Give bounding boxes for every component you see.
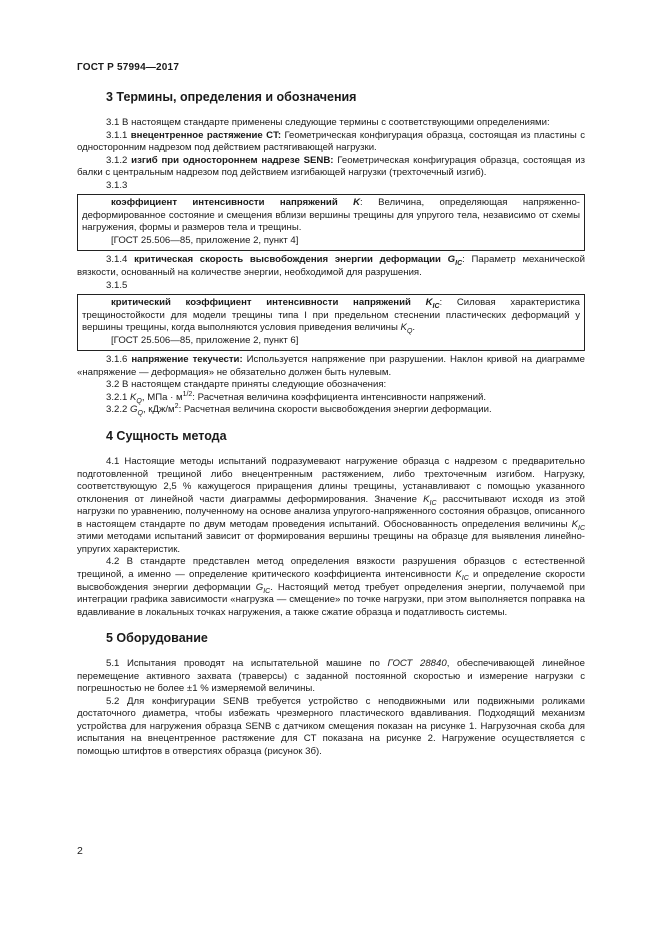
document-header: ГОСТ Р 57994—2017: [77, 62, 180, 73]
box-2-definition: критический коэффициент интенсивности напряжений $K_{IC}$: Силовая характеристика трещиностойкости для модели трещины типа I при предельном стеснении пластических деформаций у вершины трещины, когда выполняются условия приведения величины $K_Q$.: [82, 297, 580, 336]
para-3-1: 3.1 В настоящем стандарте применены следующие термины с соответствующими определениями:: [106, 117, 550, 128]
para-3-2-2: 3.2.2 $G_Q$, кДж/$м^2$: Расчетная величина скорости высвобождения энергии деформации.: [106, 403, 492, 418]
para-3-1-2: 3.1.2 изгиб при одностороннем надрезе SENB: Геометрическая конфигурация образца, состоящая из балки с центральным надрезом под действием изгибающей нагрузки (трехточечный изгиб).: [77, 154, 586, 179]
para-3-1-6: 3.1.6 напряжение текучести: Используется напряжение при разрушении. Наклон кривой на диаграмме «напряжение — деформация» не обязательно должен быть нулевым.: [77, 354, 585, 378]
para-4-1: 4.1 Настоящие методы испытаний подразумевают нагружение образца с надрезом с предварительно подготовленной трещиной либо внецентренным растяжением, либо трехточечным изгибом. Нагрузку, соответствующую 2,5 % кажущегося приращения длины трещины, устанавливают с помощью указанного отклонения от линейной части диаграммы деформирования. Значение $K_{IC}$ рассчитывают исходя из этой нагрузки по уравнению, полученному на основе анализа упругого-напряженного состояния образцов, описанного в настоящем стандарте по двум методам проведения испытаний. Обоснованность определения величины $K_{IC}$ этими методами испытаний зависит от формирования вершины трещины на образце для выявления линейно-упругих характеристик.: [77, 456, 585, 555]
para-3-2-1: 3.2.1 $K_Q$, МПа · $м^{1/2}$: Расчетная величина коэффициента интенсивности напряжений.: [106, 390, 487, 405]
box-1-reference: [ГОСТ 25.506—85, приложение 2, пункт 4]: [111, 234, 299, 246]
para-3-2: 3.2 В настоящем стандарте приняты следующие обозначения:: [106, 379, 387, 391]
definition-box-1: [77, 194, 585, 251]
box-1-definition: коэффициент интенсивности напряжений K: Величина, определяющая напряженно-деформированное состояние и смещения вблизи вершины трещины для упругого тела, независимо от схемы нагружения, формы и размеров тела и трещины.: [82, 197, 580, 234]
para-3-1-1: 3.1.1 внецентренное растяжение CT: Геометрическая конфигурация образца, состоящая из пластины с односторонним надрезом под действием растягивающей нагрузки.: [77, 129, 585, 154]
para-5-1: 5.1 Испытания проводят на испытательной машине по ГОСТ 28840, обеспечивающей линейное перемещение активного захвата (траверсы) с заданной постоянной скоростью и измерение нагрузки с погрешностью не более ±1 % измеряемой величины.: [77, 658, 585, 695]
para-3-1-4: 3.1.4 критическая скорость высвобождения энергии деформации $G_{IC}$: Параметр механической вязкости, основанный на количестве энергии, необходимой для разрушения.: [77, 254, 585, 279]
document-body: [77, 90, 585, 759]
para-4-2: 4.2 В стандарте представлен метод определения вязкости разрушения образцов с естественной трещиной, а именно — определение критического коэффициента интенсивности $K_{IC}$ и определение скорости высвобождения энергии деформации $G_{IC}$. Настоящий метод требует определения энергии, получаемой при интеграции графика зависимости «нагрузка — смещение» по точке нагрузки, при этом выполняется поправка на вдавливание в локальных точках нагружения, а также сжатие образца и податливость системы.: [77, 556, 586, 618]
section-5-title: 5 Оборудование: [106, 631, 208, 646]
page-number: 2: [77, 845, 83, 857]
para-5-2: 5.2 Для конфигурации SENB требуется устройство с неподвижными или подвижными роликами достаточного диаметра, чтобы избежать чрезмерного пластического вдавливания. Подходящий механизм устройства для нагружения образца SENB с датчиком смещения показан на рисунке 1. Нагрузочная скоба для испытания на внецентренное растяжение для CT показана на рисунке 2. Нагружение осуществляется с помощью штифтов в отверстиях образца (рисунок 3б).: [77, 695, 585, 757]
section-3-title: 3 Термины, определения и обозначения: [106, 90, 357, 104]
para-3-1-5-num: 3.1.5: [106, 279, 128, 291]
box-2-reference: [ГОСТ 25.506—85, приложение 2, пункт 6]: [111, 334, 299, 346]
definition-box-2: [77, 294, 585, 351]
section-4-title: 4 Сущность метода: [106, 429, 227, 444]
para-3-1-3-num: 3.1.3: [106, 179, 128, 191]
